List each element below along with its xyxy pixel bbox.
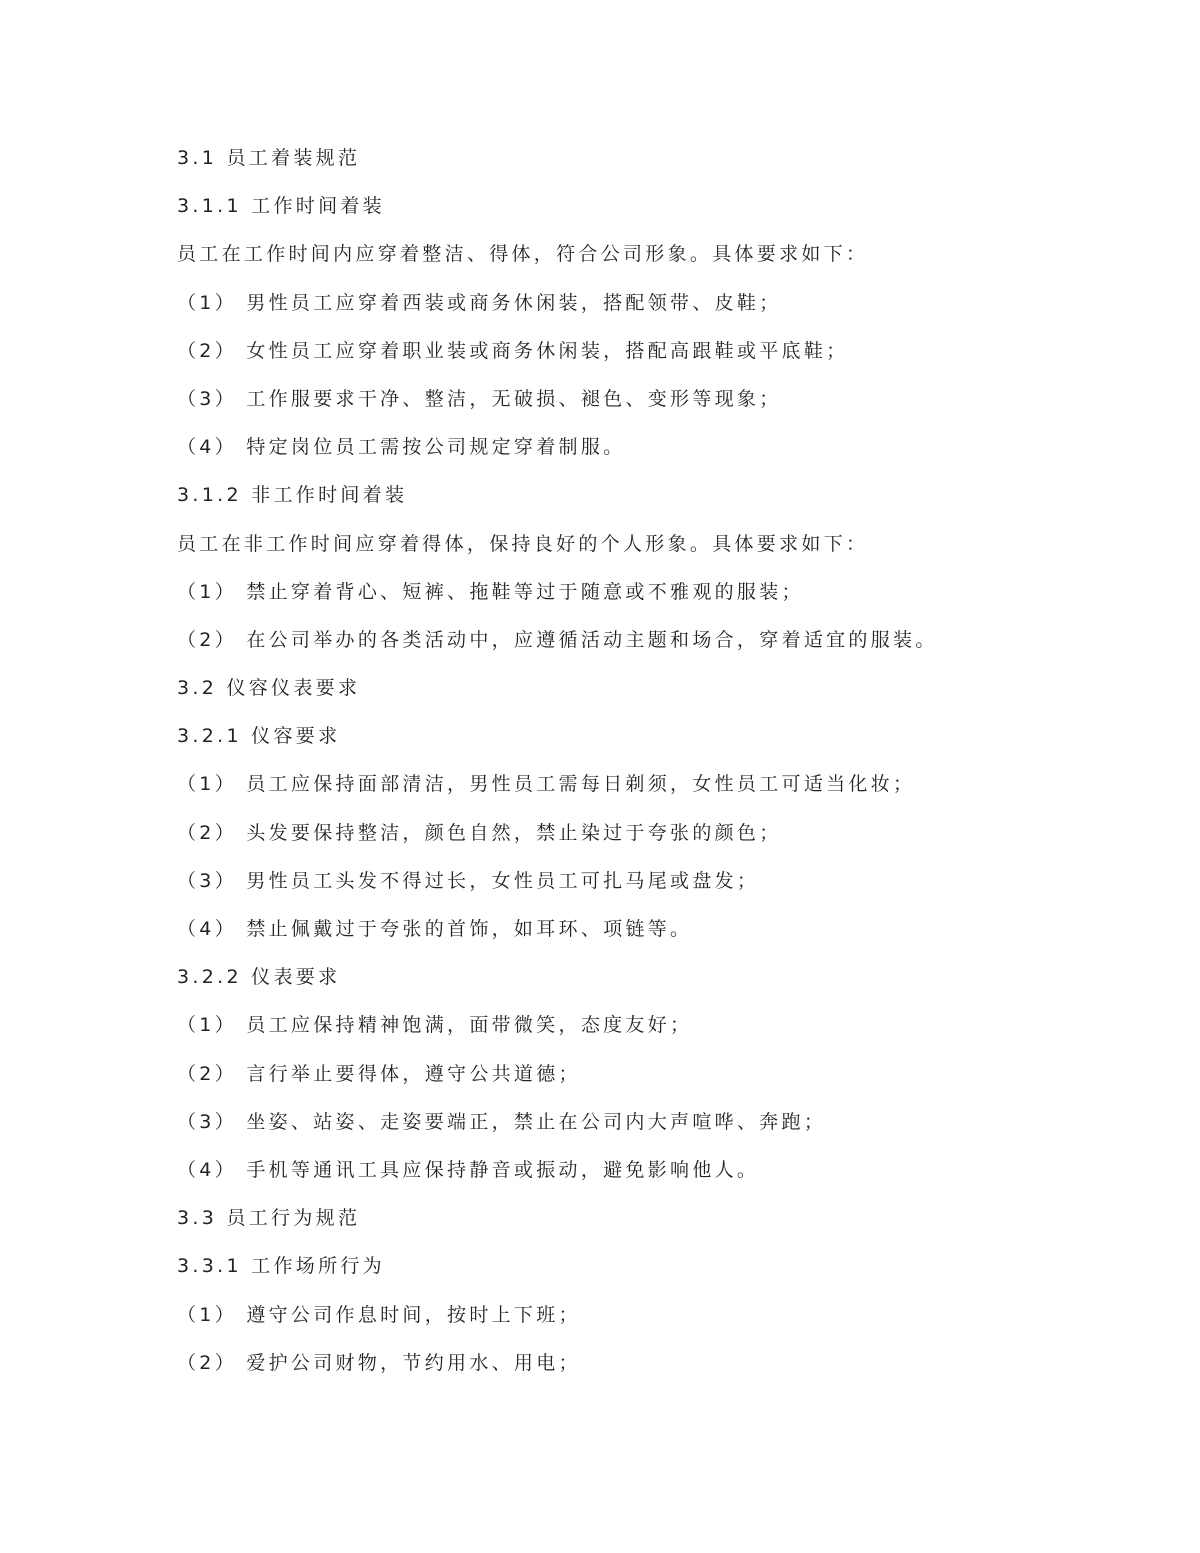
list-item: （3） 男性员工头发不得过长，女性员工可扎马尾或盘发； — [177, 869, 760, 892]
section-heading: 3.3 员工行为规范 — [177, 1207, 361, 1230]
paragraph: 员工在工作时间内应穿着整洁、得体，符合公司形象。具体要求如下： — [177, 243, 869, 266]
list-item: （2） 在公司举办的各类活动中，应遵循活动主题和场合，穿着适宜的服装。 — [177, 628, 938, 651]
list-item: （3） 坐姿、站姿、走姿要端正，禁止在公司内大声喧哗、奔跑； — [177, 1110, 827, 1133]
list-item: （1） 男性员工应穿着西装或商务休闲装，搭配领带、皮鞋； — [177, 291, 782, 314]
list-item: （4） 手机等通讯工具应保持静音或振动，避免影响他人。 — [177, 1158, 760, 1181]
list-item: （2） 女性员工应穿着职业装或商务休闲装，搭配高跟鞋或平底鞋； — [177, 339, 849, 362]
paragraph: 员工在非工作时间应穿着得体，保持良好的个人形象。具体要求如下： — [177, 532, 869, 555]
document-body — [177, 144, 1077, 1397]
list-item: （3） 工作服要求干净、整洁，无破损、褪色、变形等现象； — [177, 387, 782, 410]
subsection-heading: 3.1.1 工作时间着装 — [177, 195, 385, 218]
subsection-heading: 3.2.2 仪表要求 — [177, 966, 341, 989]
list-item: （4） 特定岗位员工需按公司规定穿着制服。 — [177, 436, 626, 459]
section-heading: 3.1 员工着装规范 — [177, 147, 361, 169]
list-item: （4） 禁止佩戴过于夸张的首饰，如耳环、项链等。 — [177, 918, 693, 940]
section-heading: 3.2 仪容仪表要求 — [177, 677, 361, 700]
subsection-heading: 3.1.2 非工作时间着装 — [177, 484, 408, 507]
list-item: （1） 员工应保持面部清洁，男性员工需每日剃须，女性员工可适当化妆； — [177, 773, 916, 796]
list-item: （1） 员工应保持精神饱满，面带微笑，态度友好； — [177, 1014, 693, 1037]
list-item: （2） 言行举止要得体，遵守公共道德； — [177, 1062, 581, 1085]
subsection-heading: 3.3.1 工作场所行为 — [177, 1255, 385, 1278]
subsection-heading: 3.2.1 仪容要求 — [177, 725, 341, 748]
list-item: （1） 禁止穿着背心、短裤、拖鞋等过于随意或不雅观的服装； — [177, 580, 804, 603]
list-item: （2） 爱护公司财物，节约用水、用电； — [177, 1351, 581, 1374]
list-item: （1） 遵守公司作息时间，按时上下班； — [177, 1303, 581, 1326]
list-item: （2） 头发要保持整洁，颜色自然，禁止染过于夸张的颜色； — [177, 821, 782, 844]
